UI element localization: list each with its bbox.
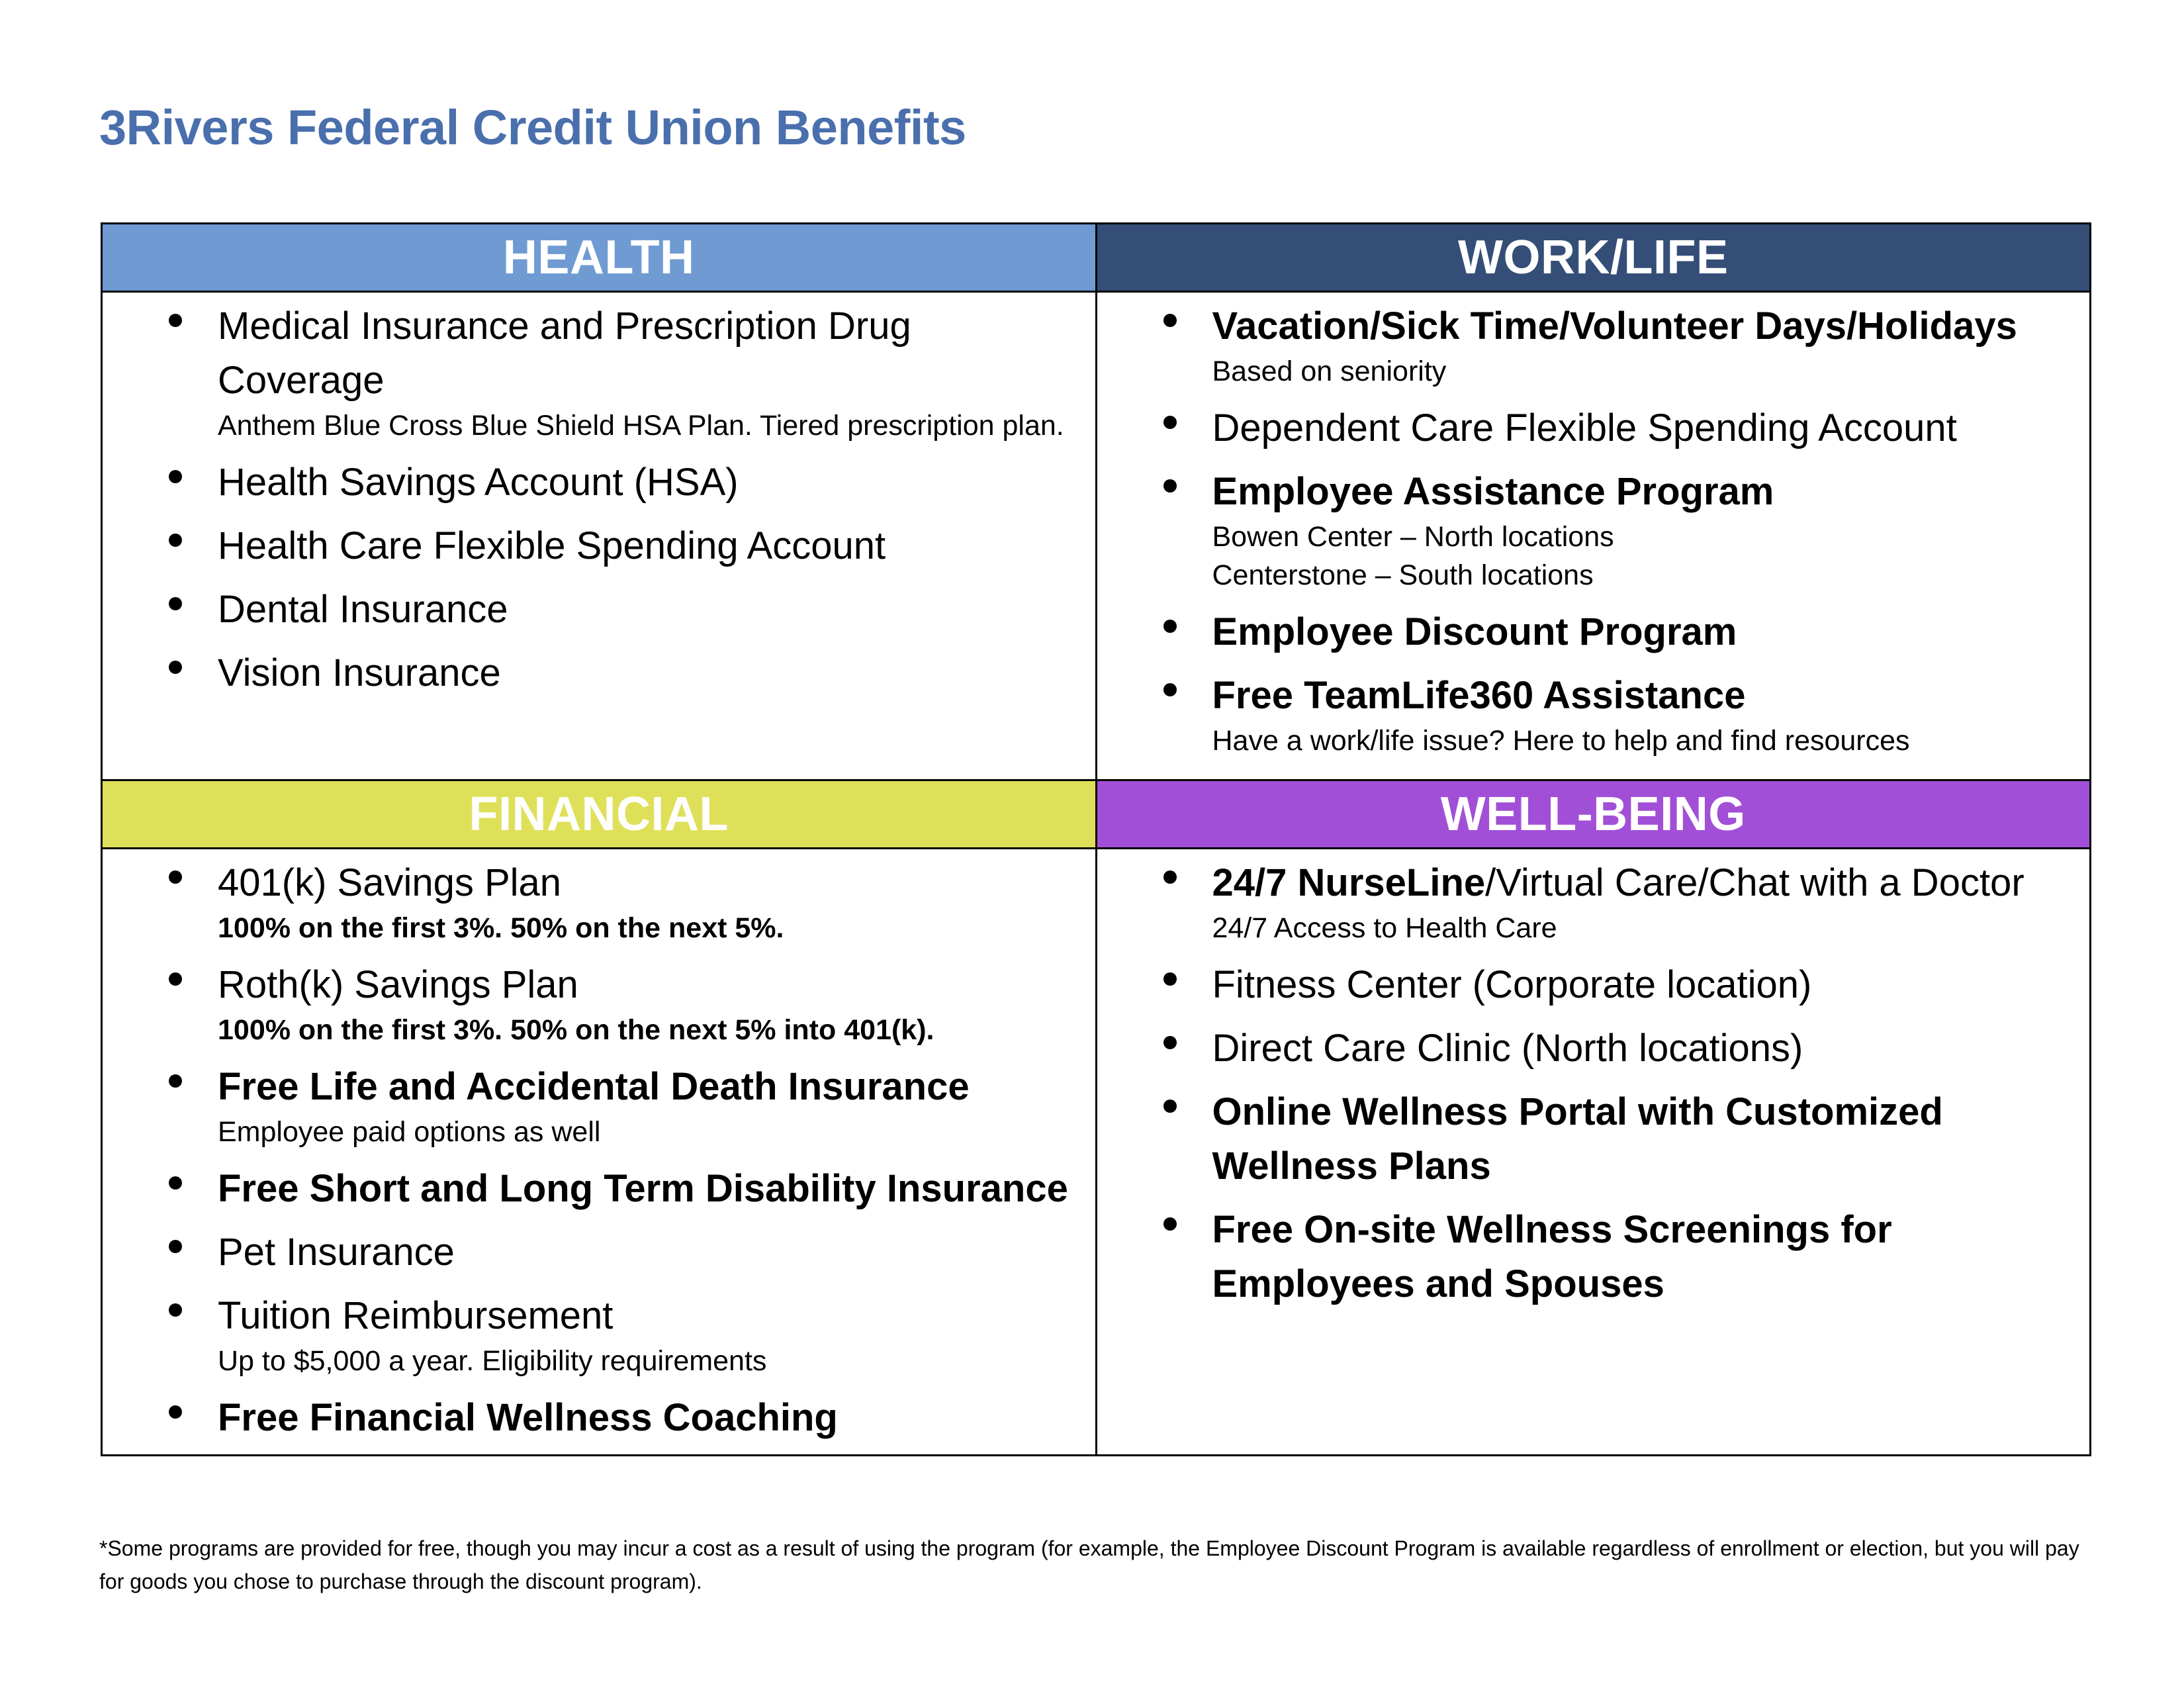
list-item xyxy=(103,1391,1082,1445)
benefit-label: Vision Insurance xyxy=(218,651,501,694)
bullet-icon xyxy=(1163,972,1177,986)
list-item xyxy=(103,519,1082,573)
bullet-icon xyxy=(1163,314,1177,327)
benefit-label: Direct Care Clinic (North locations) xyxy=(1212,1027,1803,1070)
benefit-label: Online Wellness Portal with Customized Wellness Plans xyxy=(1212,1090,1943,1188)
bullet-icon xyxy=(169,1240,182,1253)
benefit-detail: Anthem Blue Cross Blue Shield HSA Plan. Tiered prescription plan. xyxy=(218,410,1064,442)
list-item xyxy=(103,299,1082,446)
benefit-label-rest: /Virtual Care/Chat with a Doctor xyxy=(1485,861,2025,904)
benefit-detail: 100% on the first 3%. 50% on the next 5% into 401(k). xyxy=(218,1014,934,1046)
benefit-label: Fitness Center (Corporate location) xyxy=(1212,963,1812,1006)
list-item xyxy=(1097,605,2077,659)
page-title: 3Rivers Federal Credit Union Benefits xyxy=(99,100,966,155)
benefit-label: Employee Discount Program xyxy=(1212,610,1737,653)
benefit-label: Medical Insurance and Prescription Drug Coverage xyxy=(218,305,911,402)
benefit-label: Vacation/Sick Time/Volunteer Days/Holidays xyxy=(1212,305,2017,348)
list-item xyxy=(1097,1085,2077,1194)
benefit-detail: Employee paid options as well xyxy=(218,1116,601,1148)
financial-header: FINANCIAL xyxy=(102,780,1097,849)
benefit-label: Free Life and Accidental Death Insurance xyxy=(218,1065,970,1108)
list-item xyxy=(1097,401,2077,455)
benefit-detail: Up to $5,000 a year. Eligibility requirements xyxy=(218,1345,767,1377)
bullet-icon xyxy=(1163,620,1177,633)
benefit-label: Tuition Reimbursement xyxy=(218,1294,614,1337)
benefits-table xyxy=(101,222,2091,1456)
bullet-icon xyxy=(169,661,182,674)
list-item xyxy=(103,1225,1082,1280)
benefit-label: Free Short and Long Term Disability Insurance xyxy=(218,1167,1068,1210)
benefit-label xyxy=(1212,856,2077,910)
benefit-label: Dental Insurance xyxy=(218,588,508,631)
wellbeing-list xyxy=(1097,849,2090,1311)
worklife-header: WORK/LIFE xyxy=(1096,224,2091,292)
bullet-icon xyxy=(169,870,182,884)
list-item xyxy=(103,455,1082,510)
list-item xyxy=(1097,958,2077,1012)
benefit-label: Employee Assistance Program xyxy=(1212,470,1774,513)
bullet-icon xyxy=(169,1074,182,1088)
list-item xyxy=(1097,1203,2077,1311)
list-item xyxy=(103,958,1082,1051)
list-item xyxy=(103,856,1082,949)
benefit-detail: Bowen Center – North locations xyxy=(1212,521,1614,553)
worklife-list xyxy=(1097,293,2090,761)
bullet-icon xyxy=(169,534,182,547)
benefit-label: Free On-site Wellness Screenings for Employees and Spouses xyxy=(1212,1208,1892,1305)
benefit-label-bold: 24/7 NurseLine xyxy=(1212,861,1486,904)
list-item xyxy=(103,583,1082,637)
health-header: HEALTH xyxy=(102,224,1097,292)
worklife-panel xyxy=(1096,292,2091,780)
bullet-icon xyxy=(1163,683,1177,696)
benefit-detail: 24/7 Access to Health Care xyxy=(1212,912,1557,944)
benefit-detail: Centerstone – South locations xyxy=(1212,559,1594,591)
benefit-label: Pet Insurance xyxy=(218,1231,455,1274)
benefit-detail: Based on seniority xyxy=(1212,355,1447,387)
list-item xyxy=(1097,856,2077,949)
bullet-icon xyxy=(1163,870,1177,884)
benefit-label: 401(k) Savings Plan xyxy=(218,861,562,904)
financial-list xyxy=(103,849,1095,1445)
benefit-detail: 100% on the first 3%. 50% on the next 5%. xyxy=(218,912,784,944)
bullet-icon xyxy=(169,1303,182,1317)
bullet-icon xyxy=(169,470,182,483)
list-item xyxy=(103,1289,1082,1382)
bullet-icon xyxy=(1163,1217,1177,1231)
bullet-icon xyxy=(169,1176,182,1190)
list-item xyxy=(1097,465,2077,596)
wellbeing-header: WELL-BEING xyxy=(1096,780,2091,849)
health-list xyxy=(103,293,1095,700)
bullet-icon xyxy=(169,1405,182,1419)
list-item xyxy=(1097,1021,2077,1076)
list-item xyxy=(1097,669,2077,761)
bullet-icon xyxy=(169,972,182,986)
list-item xyxy=(103,646,1082,700)
bullet-icon xyxy=(1163,1036,1177,1049)
benefit-label: Free TeamLife360 Assistance xyxy=(1212,674,1746,717)
benefit-label: Health Care Flexible Spending Account xyxy=(218,524,886,567)
bullet-icon xyxy=(1163,479,1177,492)
list-item xyxy=(103,1162,1082,1216)
bullet-icon xyxy=(169,314,182,327)
list-item xyxy=(1097,299,2077,392)
financial-panel xyxy=(102,849,1097,1456)
benefit-label: Roth(k) Savings Plan xyxy=(218,963,578,1006)
bullet-icon xyxy=(1163,416,1177,429)
benefit-label: Free Financial Wellness Coaching xyxy=(218,1396,838,1439)
bullet-icon xyxy=(1163,1100,1177,1113)
benefit-label: Dependent Care Flexible Spending Account xyxy=(1212,406,1957,449)
footnote: *Some programs are provided for free, though you may incur a cost as a result of using the program (for example, the Employee Discount Program is available regardless of enrollment or election, but you will pay for goods you chose to purchase through the discount program). xyxy=(99,1536,2079,1593)
benefit-label: Health Savings Account (HSA) xyxy=(218,461,739,504)
bullet-icon xyxy=(169,597,182,610)
benefit-detail: Have a work/life issue? Here to help and find resources xyxy=(1212,725,1910,757)
wellbeing-panel xyxy=(1096,849,2091,1456)
health-panel xyxy=(102,292,1097,780)
list-item xyxy=(103,1060,1082,1152)
